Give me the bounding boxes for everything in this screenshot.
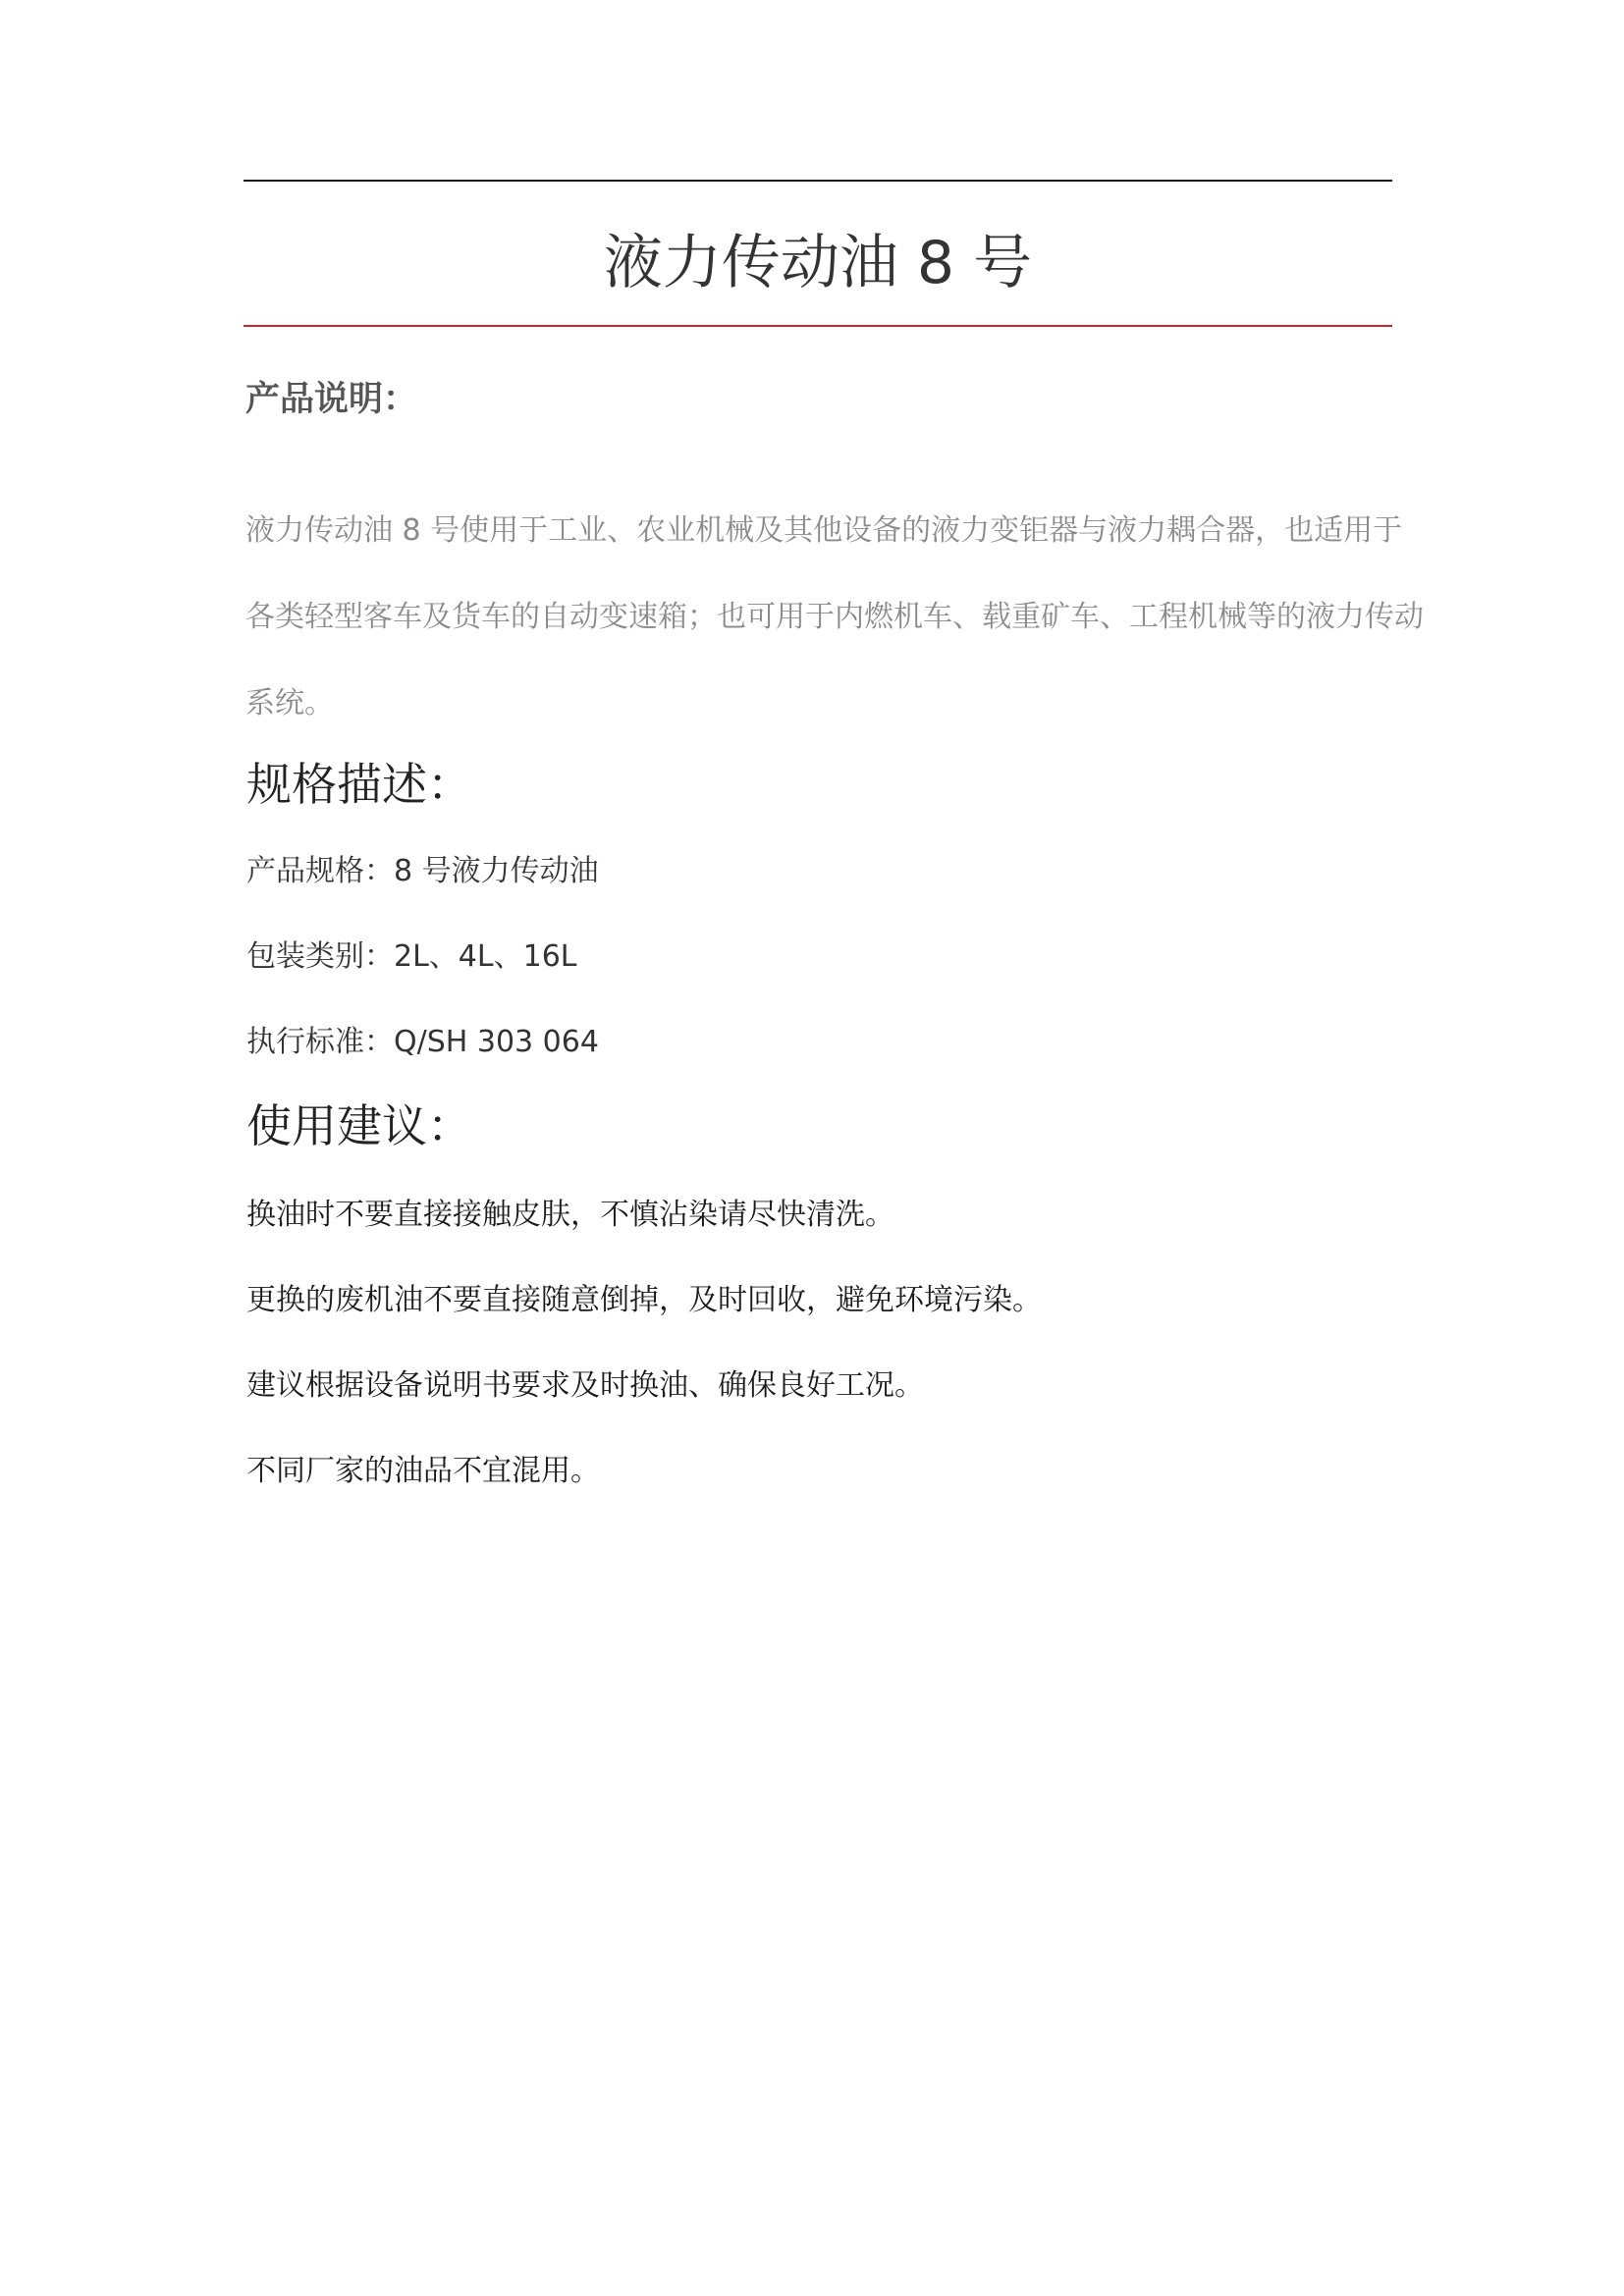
product-description-text <box>245 488 1424 747</box>
document-title: 液力传动油 8 号 <box>603 229 1033 297</box>
spec-list <box>246 846 1395 1102</box>
product-description-line: 液力传动油 8 号使用于工业、农业机械及其他设备的液力变钜器与液力耦合器，也适用于 <box>245 513 1403 548</box>
top-divider <box>244 180 1392 182</box>
spec-item-product-spec: 产品规格：8 号液力传动油 <box>246 854 599 888</box>
product-description-line: 各类轻型客车及货车的自动变速箱；也可用于内燃机车、载重矿车、工程机械等的液力传动 <box>245 600 1424 634</box>
title-accent-divider <box>244 325 1392 327</box>
usage-item: 更换的废机油不要直接随意倒掉，及时回收，避免环境污染。 <box>246 1283 1042 1317</box>
product-description-heading: 产品说明： <box>245 380 418 419</box>
usage-heading: 使用建议： <box>246 1099 472 1152</box>
spec-item-standard: 执行标准：Q/SH 303 064 <box>246 1025 599 1059</box>
usage-item: 换油时不要直接接触皮肤，不慎沾染请尽快清洗。 <box>246 1198 894 1232</box>
spec-item-packaging: 包装类别：2L、4L、16L <box>246 939 577 974</box>
usage-list <box>246 1190 1395 1531</box>
usage-item: 不同厂家的油品不宜混用。 <box>246 1454 600 1488</box>
spec-heading: 规格描述： <box>246 758 472 811</box>
product-description-line: 系统。 <box>245 686 334 721</box>
usage-item: 建议根据设备说明书要求及时换油、确保良好工况。 <box>246 1368 924 1403</box>
